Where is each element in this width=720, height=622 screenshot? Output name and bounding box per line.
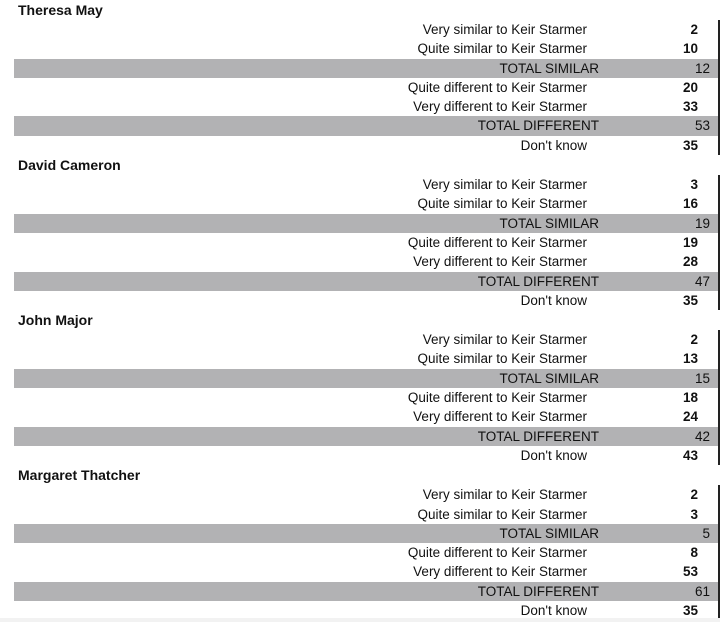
row-label: Don't know (520, 447, 587, 463)
row-value: 47 (694, 273, 710, 289)
row-label: TOTAL DIFFERENT (477, 428, 599, 444)
table-row (0, 446, 720, 465)
table-row (0, 39, 720, 58)
total-row (14, 582, 718, 601)
row-value: 19 (694, 215, 710, 231)
row-label: TOTAL DIFFERENT (477, 118, 599, 134)
row-value: 10 (682, 41, 698, 57)
table-row (0, 78, 720, 97)
row-value: 13 (682, 351, 698, 367)
table-row (0, 485, 720, 504)
table-row (0, 291, 720, 310)
row-label: Quite similar to Keir Starmer (417, 41, 587, 57)
row-label: Very different to Keir Starmer (413, 564, 587, 580)
row-value: 42 (694, 428, 710, 444)
table-row (0, 562, 720, 581)
row-label: TOTAL SIMILAR (499, 215, 599, 231)
table-row (0, 330, 720, 349)
section-john-major (0, 310, 720, 465)
section-david-cameron (0, 155, 720, 310)
row-value: 43 (682, 447, 698, 463)
table-row (0, 175, 720, 194)
row-label: TOTAL SIMILAR (499, 525, 599, 541)
section-margaret-thatcher (0, 465, 720, 620)
table-row (0, 505, 720, 524)
table-row (0, 233, 720, 252)
row-value: 16 (682, 196, 698, 212)
total-row (14, 214, 718, 233)
row-label: Quite different to Keir Starmer (407, 545, 587, 561)
row-label: Very similar to Keir Starmer (422, 22, 587, 37)
row-label: Very different to Keir Starmer (413, 99, 587, 115)
row-value: 28 (682, 254, 698, 270)
row-value: 8 (690, 545, 698, 561)
row-label: Very different to Keir Starmer (413, 409, 587, 425)
row-label: Quite different to Keir Starmer (407, 234, 587, 250)
row-label: Quite similar to Keir Starmer (417, 196, 587, 212)
row-value: 2 (690, 22, 698, 37)
page-bottom-edge (0, 618, 720, 622)
row-value: 33 (682, 99, 698, 115)
section-heading: Margaret Thatcher (18, 467, 141, 484)
total-row (14, 369, 718, 388)
total-row (14, 524, 718, 543)
row-value: 5 (702, 525, 710, 541)
row-value: 53 (682, 564, 698, 580)
section-heading: David Cameron (18, 157, 121, 174)
row-value: 18 (682, 390, 698, 406)
total-row (14, 116, 718, 135)
section-heading: Theresa May (18, 2, 103, 18)
table-row (0, 543, 720, 562)
row-value: 20 (682, 79, 698, 95)
row-label: Very similar to Keir Starmer (422, 177, 587, 193)
row-value: 53 (694, 118, 710, 134)
row-value: 19 (682, 234, 698, 250)
row-label: Don't know (520, 603, 587, 619)
row-label: TOTAL DIFFERENT (477, 583, 599, 599)
row-label: Quite similar to Keir Starmer (417, 351, 587, 367)
row-value: 3 (690, 177, 698, 193)
row-value: 12 (694, 60, 710, 76)
table-row (0, 136, 720, 155)
section-heading: John Major (18, 312, 93, 329)
row-value: 2 (690, 487, 698, 503)
row-label: TOTAL SIMILAR (499, 60, 599, 76)
table-row (0, 20, 720, 39)
table-row (0, 407, 720, 426)
row-value: 24 (682, 409, 698, 425)
row-label: Very different to Keir Starmer (413, 254, 587, 270)
table-row (0, 349, 720, 368)
total-row (14, 427, 718, 446)
row-label: Don't know (520, 292, 587, 308)
table-row (0, 97, 720, 116)
row-value: 15 (694, 370, 710, 386)
table-row (0, 252, 720, 271)
row-value: 2 (690, 332, 698, 348)
section-theresa-may (0, 0, 720, 155)
row-value: 35 (682, 603, 698, 619)
row-label: TOTAL DIFFERENT (477, 273, 599, 289)
row-label: Quite different to Keir Starmer (407, 390, 587, 406)
row-label: Very similar to Keir Starmer (422, 332, 587, 348)
row-value: 61 (694, 583, 710, 599)
total-row (14, 272, 718, 291)
row-label: Don't know (520, 137, 587, 153)
row-value: 3 (690, 506, 698, 522)
table-row (0, 194, 720, 213)
row-label: Quite similar to Keir Starmer (417, 506, 587, 522)
row-label: Very similar to Keir Starmer (422, 487, 587, 503)
row-value: 35 (682, 292, 698, 308)
table-row (0, 388, 720, 407)
row-label: Quite different to Keir Starmer (407, 79, 587, 95)
row-value: 35 (682, 137, 698, 153)
total-row (14, 59, 718, 78)
row-label: TOTAL SIMILAR (499, 370, 599, 386)
